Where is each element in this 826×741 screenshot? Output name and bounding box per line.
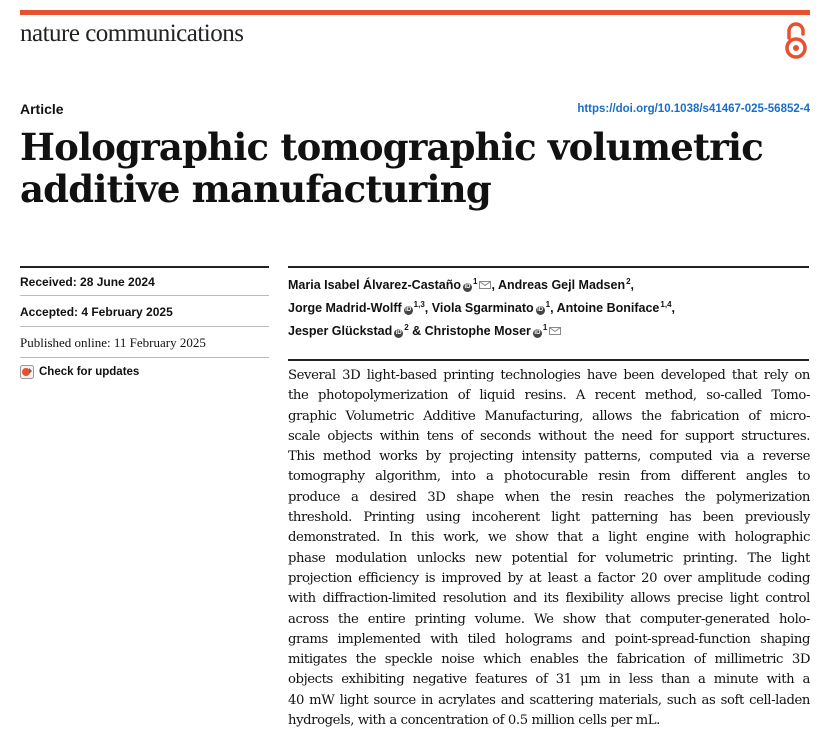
abstract-line: demonstrated. In this work, we show that a light engine with holographic	[288, 530, 810, 546]
abstract-line: tomography algorithm, into a photocurable resin from different angles to	[288, 469, 810, 485]
journal-name[interactable]: nature communications	[20, 20, 244, 47]
author-list	[288, 272, 808, 341]
abstract-line: across the entire printing volume. We show that computer-generated holo-	[288, 611, 810, 627]
orcid-icon[interactable]: iD	[534, 330, 541, 336]
accepted-date: Accepted: 4 February 2025	[20, 305, 173, 319]
abstract-line: graphic Volumetric Additive Manufacturing, allows the fabrication of micro-	[288, 408, 810, 424]
abstract-line: projection efficiency is improved by at least a factor 20 over amplitude coding	[288, 570, 810, 586]
meta-divider	[20, 266, 269, 268]
author-line	[288, 295, 808, 318]
orcid-icon[interactable]: iD	[405, 307, 412, 313]
authors-divider	[288, 266, 809, 268]
abstract-line: Several 3D light-based printing technologies have been developed that rely on	[288, 368, 810, 383]
orcid-icon[interactable]: iD	[537, 307, 544, 313]
abstract-line: hydrogels, with a concentration of 0.5 million cells per mL.	[288, 713, 660, 729]
published-date: Published online: 11 February 2025	[20, 335, 206, 350]
author[interactable]: Christophe Moser $iD^1$	[425, 324, 562, 338]
email-icon[interactable]	[479, 281, 491, 289]
title-line: additive manufacturing	[20, 167, 491, 211]
author-line	[288, 318, 808, 341]
check-for-updates-button[interactable]	[20, 365, 139, 379]
abstract-line: produce a desired 3D shape when the resin reaches the polymerization	[288, 489, 810, 505]
article-type: Article	[20, 101, 64, 117]
orcid-icon[interactable]: iD	[464, 284, 471, 290]
abstract-line: scale objects within tens of seconds without the need for support structures.	[288, 428, 810, 444]
received-date: Received: 28 June 2024	[20, 275, 155, 289]
abstract-line: threshold. Printing using incoherent light patterning has been previously	[288, 510, 810, 526]
author[interactable]: Jesper Glückstad $iD^2$ &	[288, 323, 422, 338]
meta-separator	[20, 295, 269, 296]
title-line: Holographic tomographic volumetric	[20, 125, 763, 169]
open-access-icon	[782, 20, 810, 60]
journal-accent-bar	[20, 10, 810, 15]
author-line	[288, 272, 808, 295]
meta-separator	[20, 326, 269, 327]
check-updates-label: Check for updates	[39, 366, 140, 378]
orcid-icon[interactable]: iD	[395, 330, 402, 336]
abstract-line: This method works by projecting intensity patterns, computed via a reverse	[288, 449, 810, 465]
abstract-line: mitigates the speckle noise which enables the fabrication of millimetric 3D	[288, 652, 810, 668]
abstract-line: phase modulation unlocks new potential for volumetric printing. The light	[288, 550, 810, 566]
abstract	[288, 366, 810, 731]
abstract-line: with diffraction-limited resolution and its flexibility allows precise light control	[288, 591, 810, 607]
abstract-line: objects exhibiting negative features of 31 μm in less than a minute with a	[288, 672, 810, 688]
author[interactable]: Jorge Madrid-Wolff iD$^{1,3}$,	[288, 300, 429, 315]
check-updates-icon	[20, 365, 34, 379]
abstract-line: 40 mW light source in acrylates and scattering materials, such as soft cell-laden	[288, 692, 810, 708]
meta-separator	[20, 357, 269, 358]
author[interactable]: Maria Isabel Álvarez-Castaño $iD^1$ ,	[288, 277, 495, 292]
abstract-line: the photopolymerization of liquid resins. A recent method, so-called Tomo-	[288, 388, 810, 404]
author[interactable]: Viola Sgarminato $iD^1$,	[431, 300, 554, 315]
email-icon[interactable]	[549, 327, 561, 335]
doi-link[interactable]: https://doi.org/10.1038/s41467-025-56852-4	[577, 103, 810, 115]
article-title	[20, 126, 810, 210]
author[interactable]: Antoine Boniface$^{1,4}$,	[556, 300, 675, 315]
abstract-divider	[288, 359, 809, 361]
abstract-line: grams implemented with tiled holograms and point-spread-function shaping	[288, 631, 810, 647]
author[interactable]: Andreas Gejl Madsen$^2$,	[497, 277, 635, 292]
